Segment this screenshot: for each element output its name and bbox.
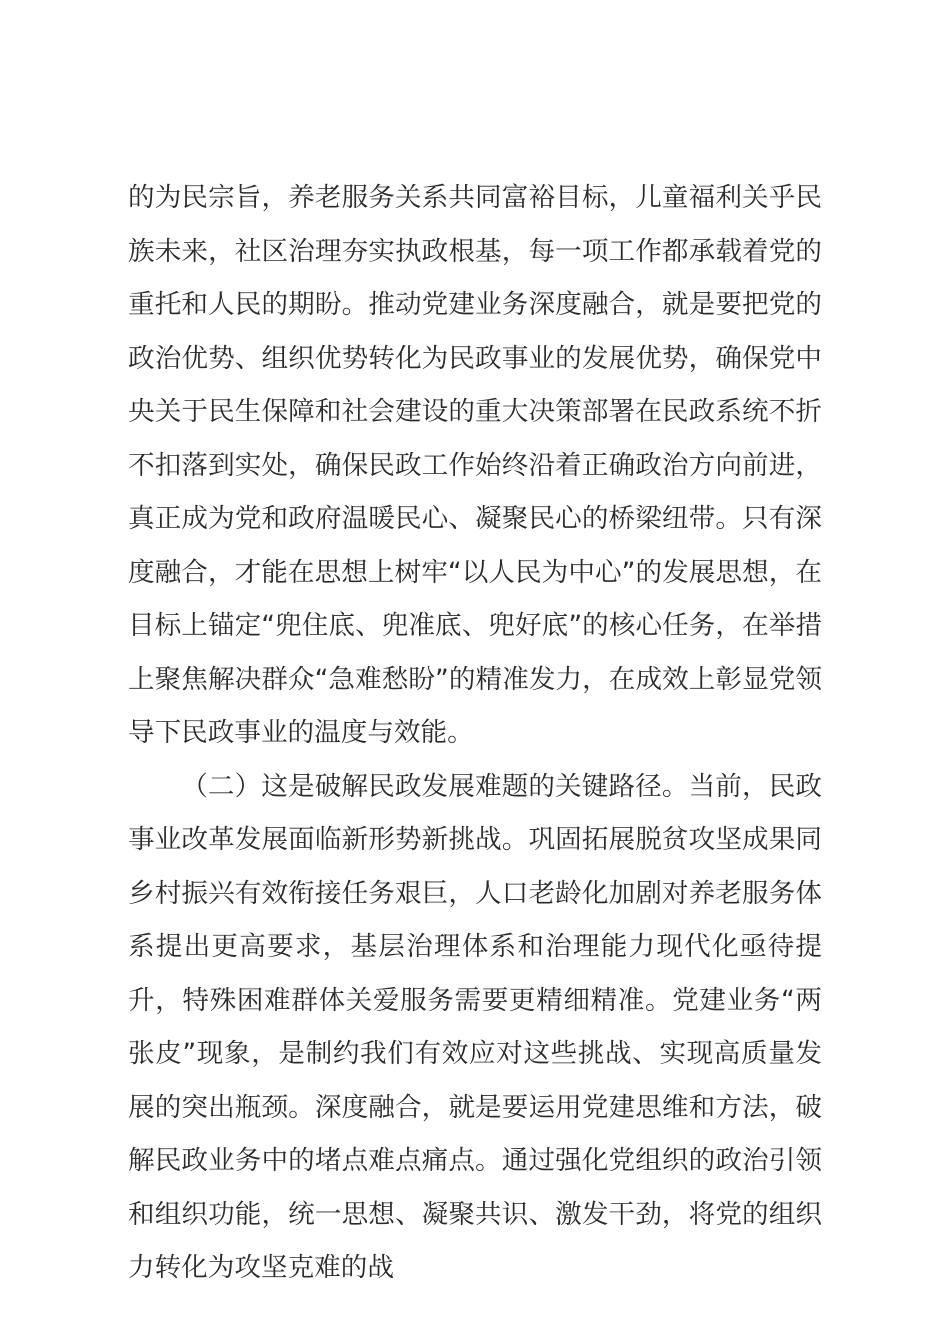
paragraph-continuation: 的为民宗旨，养老服务关系共同富裕目标，儿童福利关乎民族未来，社区治理夯实执政根基，每一项工作都承载着党的重托和人民的期盼。推动党建业务深度融合，就是要把党的政治优势、组织优势转化为民政事业的发展优势，确保党中央关于民生保障和社会建设的重大决策部署在民政系统不折不扣落到实处，确保民政工作始终沿着正确政治方向前进，真正成为党和政府温暖民心、凝聚民心的桥梁纽带。只有深度融合，才能在思想上树牢“以人民为中心”的发展思想，在目标上锚定“兜住底、兜准底、兜好底”的核心任务，在举措上聚焦解决群众“急难愁盼”的精准发力，在成效上彰显党领导下民政事业的温度与效能。 [128, 182, 822, 748]
document-text-body [128, 171, 822, 1295]
paragraph-section-two: （二）这是破解民政发展难题的关键路径。当前，民政事业改革发展面临新形势新挑战。巩固拓展脱贫攻坚成果同乡村振兴有效衔接任务艰巨，人口老龄化加剧对养老服务体系提出更高要求，基层治理体系和治理能力现代化亟待提升，特殊困难群体关爱服务需要更精细精准。党建业务“两张皮”现象，是制约我们有效应对这些挑战、实现高质量发展的突出瓶颈。深度融合，就是要运用党建思维和方法，破解民政业务中的堵点难点痛点。通过强化党组织的政治引领和组织功能，统一思想、凝聚共识、激发干劲，将党的组织力转化为攻坚克难的战 [128, 770, 822, 1283]
